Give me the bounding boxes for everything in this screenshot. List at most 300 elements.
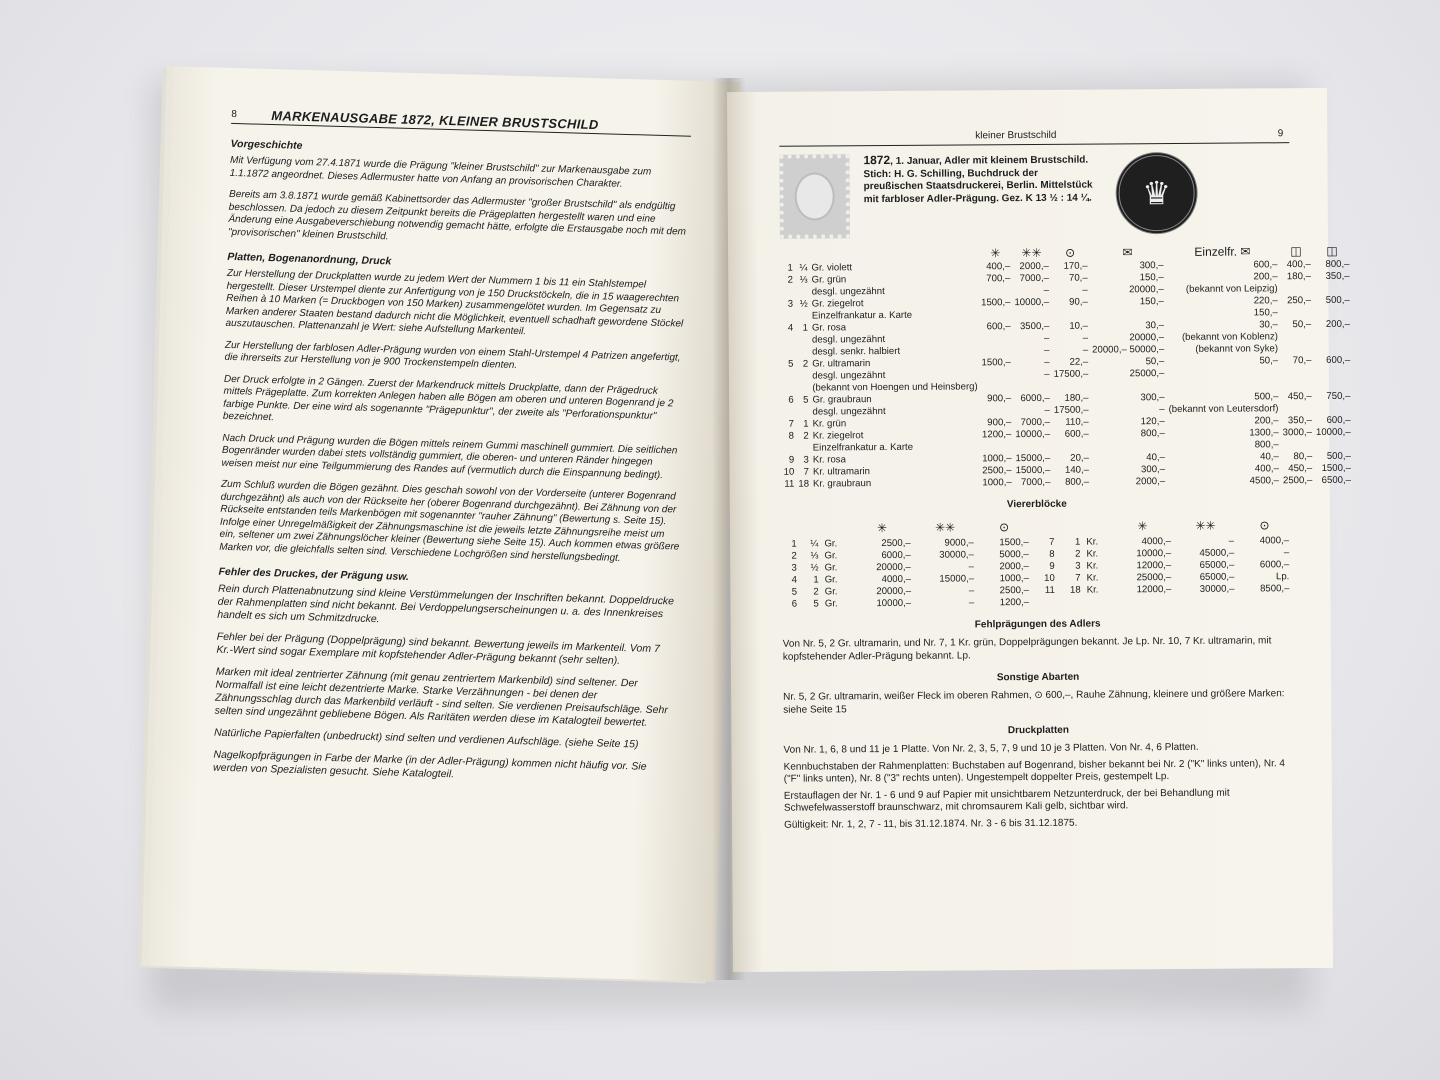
- table-cell: [1280, 331, 1313, 343]
- table-cell: 220,–: [1253, 295, 1278, 307]
- table-cell: 5: [803, 394, 809, 406]
- table-cell: Kr. ultramarin: [812, 466, 871, 478]
- table-cell: 6: [791, 598, 798, 610]
- table-cell: [1280, 379, 1313, 391]
- section-heading: Fehler des Druckes, der Prägung usw.: [218, 565, 410, 584]
- table-cell: 45000,–: [1199, 547, 1235, 559]
- table-cell: 350,–: [1325, 270, 1350, 282]
- table-cell: [781, 383, 796, 395]
- table-cell: [795, 311, 810, 323]
- table-cell: [1280, 283, 1313, 295]
- table-cell: 400,–: [1254, 463, 1279, 475]
- table-cell: (bekannt von Leutersdorf): [1168, 403, 1279, 416]
- table-cell: 1300,–: [1249, 427, 1279, 439]
- sonst-heading: Sonstige Abarten: [996, 671, 1080, 684]
- table-cell: ¼: [799, 262, 808, 274]
- table-cell: [1090, 308, 1166, 321]
- table-cell: [1013, 441, 1052, 453]
- table-cell: [979, 333, 1012, 345]
- table-cell: 180,–: [1286, 271, 1311, 283]
- table-cell: 700,–: [986, 273, 1011, 285]
- paragraph: Mit Verfügung vom 27.4.1871 wurde die Prägung "kleiner Brustschild" zur Markenausgabe zum 1.1.1872 angeordnet. Dieses Adlermuster hatte von Anfang an provisorischen Charakter.: [229, 154, 652, 190]
- table-cell: Kr.: [1086, 572, 1099, 584]
- table-cell: [1280, 307, 1313, 319]
- table-cell: –: [1082, 284, 1088, 296]
- header-spacer: [1031, 517, 1057, 537]
- table-cell: [1314, 439, 1353, 451]
- blocks-table: [782, 515, 1293, 611]
- table-cell: 600,–: [1253, 259, 1278, 271]
- table-cell: Gr. ultramarin: [812, 358, 871, 370]
- table-cell: 180,–: [1064, 392, 1089, 404]
- table-cell: ¼: [810, 538, 819, 550]
- table-cell: 1200,–: [999, 597, 1030, 609]
- table-cell: 1: [813, 574, 819, 586]
- left-page: [148, 66, 741, 982]
- table-cell: 1: [787, 262, 793, 274]
- column-symbol: ⊙: [999, 520, 1010, 535]
- table-cell: Gr. grün: [811, 274, 847, 286]
- table-cell: 1500,–: [999, 537, 1029, 549]
- table-cell: 1500,–: [1321, 462, 1351, 474]
- blocks-body: [782, 535, 1292, 611]
- table-cell: 2: [787, 274, 793, 286]
- column-symbol: ◫: [1290, 244, 1302, 259]
- table-cell: [1280, 343, 1313, 355]
- table-cell: Gr.: [824, 574, 838, 586]
- table-cell: 40,–: [1146, 452, 1165, 464]
- table-cell: 10000,–: [1136, 548, 1172, 560]
- table-cell: [1084, 596, 1112, 608]
- table-cell: 2: [1075, 548, 1081, 560]
- issue-description: [863, 153, 1094, 247]
- table-cell: 600,–: [1326, 354, 1351, 366]
- table-cell: 750,–: [1326, 390, 1351, 402]
- table-cell: 2000,–: [999, 561, 1029, 573]
- section-heading: Vorgeschichte: [230, 137, 303, 152]
- table-cell: 900,–: [987, 393, 1012, 405]
- column-symbol: Einzelfr. ✉: [1194, 244, 1251, 259]
- header-spacer: [821, 518, 850, 538]
- page-number: 9: [1277, 128, 1284, 140]
- table-cell: 4: [791, 574, 797, 586]
- table-cell: [1166, 367, 1280, 380]
- table-cell: 800,–: [1140, 428, 1165, 440]
- table-cell: 17500,–: [1053, 404, 1089, 416]
- table-cell: [795, 287, 810, 299]
- table-cell: 8: [1049, 548, 1055, 560]
- table-cell: 7000,–: [1020, 416, 1051, 429]
- left-page-content: [213, 108, 692, 797]
- paragraph: Fehler bei der Prägung (Doppelprägung) sind bekannt. Bewertung jeweils im Markenteil. Vom 7 Kr.-Wert sind sogar Exemplare mit kopfstehender Adler-Prägung bekannt (sehr selten).: [216, 630, 660, 667]
- paragraph: Marken mit ideal zentrierter Zähnung (mit genau zentriertem Markenbild) sind seltener. Der Normalfall ist eine leicht dezentrierte Marke. Starke Verzähnungen - bei denen der Zähnungsschlag durch das Markenbild verläuft - sind selten. Sie verdienen Preisaufschläge. Sehr selten sind ungezähnt gebliebene Bögen. Als Raritäten werden diese im Katalogteil bewertet.: [214, 665, 668, 729]
- table-cell: 3: [787, 298, 794, 310]
- table-cell: 600,–: [1064, 428, 1089, 440]
- table-cell: 150,–: [1139, 272, 1164, 284]
- table-cell: 9000,–: [944, 537, 974, 549]
- table-cell: [781, 443, 796, 455]
- table-cell: 30,–: [1259, 319, 1278, 331]
- right-page: [727, 88, 1352, 972]
- table-cell: 8: [788, 430, 795, 442]
- table-cell: –: [1043, 332, 1050, 344]
- table-cell: 1: [802, 322, 808, 334]
- table-cell: 2: [813, 586, 819, 598]
- table-cell: 10000,–: [876, 597, 912, 610]
- table-cell: [796, 371, 811, 383]
- table-cell: 3000,–: [1282, 427, 1313, 439]
- paragraph: Rein durch Plattenabnutzung sind kleine Verstümmelungen der Inschriften bekannt. Doppeldrucke der Rahmenplatten sind nicht bekannt. Bei Verdoppelungserscheinungen u. a. des Innenkreises handelt es sich um Schmitzdrucke.: [217, 582, 675, 626]
- table-cell: [1314, 403, 1353, 415]
- table-cell: 6500,–: [1321, 474, 1352, 486]
- table-cell: 6000,–: [1020, 392, 1050, 405]
- table-cell: 20000,–: [876, 561, 911, 574]
- table-cell: [979, 345, 1012, 357]
- table-cell: [1051, 309, 1090, 321]
- table-cell: 50,–: [1259, 355, 1279, 367]
- table-cell: 30,–: [1145, 320, 1165, 332]
- table-cell: (bekannt von Koblenz): [1181, 331, 1279, 343]
- table-cell: 80,–: [1293, 451, 1313, 463]
- table-cell: desgl. ungezähnt: [812, 406, 886, 418]
- table-cell: Gr.: [824, 550, 838, 562]
- paragraph: Zur Herstellung der farblosen Adler-Prägung wurden von einem Stahl-Urstempel 4 Patrizen angefertigt, die ihrerseits zur Herstellung von je 900 Trockenstempeln dienten.: [224, 339, 681, 371]
- table-cell: 2500,–: [982, 465, 1012, 477]
- table-cell: 2: [791, 550, 797, 562]
- table-cell: 800,–: [1065, 476, 1090, 488]
- table-cell: 20000,–: [1129, 332, 1165, 344]
- right-page-header: [779, 128, 1289, 147]
- header-spacer: [795, 247, 810, 263]
- issue-year: 1872: [863, 152, 891, 168]
- table-cell: ⅓: [810, 550, 819, 562]
- table-cell: 200,–: [1325, 318, 1350, 330]
- table-cell: 50,–: [1292, 319, 1312, 331]
- table-cell: ⅓: [799, 274, 808, 286]
- table-cell: Gr.: [824, 538, 838, 550]
- table-cell: 2000,–: [1135, 476, 1166, 488]
- table-cell: 90,–: [1069, 296, 1088, 308]
- table-cell: [781, 371, 796, 383]
- table-cell: 2: [802, 358, 809, 370]
- table-cell: 5000,–: [999, 549, 1029, 561]
- table-cell: [1111, 596, 1174, 608]
- table-cell: (bekannt von Syke): [1195, 343, 1279, 355]
- left-sections: [213, 138, 691, 788]
- table-cell: 900,–: [987, 417, 1012, 429]
- header-spacer: [1057, 517, 1083, 537]
- table-cell: 10: [1044, 572, 1055, 584]
- fehl-heading: Fehlprägungen des Adlers: [974, 618, 1101, 631]
- table-cell: [1052, 381, 1091, 393]
- table-cell: [1313, 331, 1352, 343]
- table-cell: 70,–: [1068, 272, 1088, 284]
- table-cell: Gr. violett: [811, 262, 853, 274]
- table-cell: 10000,–: [1014, 296, 1050, 309]
- table-cell: 3: [791, 562, 797, 574]
- table-cell: 4000,–: [881, 573, 911, 586]
- table-cell: 65000,–: [1199, 571, 1235, 583]
- table-cell: [980, 369, 1013, 381]
- column-symbol: ✳✳: [935, 520, 956, 535]
- column-symbol: ✳: [1137, 519, 1148, 534]
- table-cell: [1052, 441, 1091, 453]
- table-cell: 20,–: [1070, 452, 1089, 464]
- table-row: [782, 595, 1292, 611]
- table-cell: 4: [787, 322, 794, 334]
- table-cell: 6000,–: [881, 549, 911, 562]
- table-cell: [1091, 440, 1167, 453]
- paragraph: Von Nr. 1, 6, 8 und 11 je 1 Platte. Von Nr. 2, 3, 5, 7, 9 und 10 je 3 Platten. Von Nr. 4, 6 Platten.: [783, 741, 1199, 756]
- table-cell: 18: [798, 478, 810, 490]
- table-cell: –: [1159, 404, 1165, 416]
- table-cell: 7: [803, 466, 809, 478]
- table-cell: 6: [788, 394, 794, 406]
- table-cell: [980, 381, 1013, 393]
- table-cell: 70,–: [1292, 355, 1312, 367]
- table-cell: (bekannt von Hoengen und Heinsberg): [812, 381, 978, 394]
- table-cell: Gr.: [824, 598, 838, 610]
- table-cell: 1: [1074, 536, 1081, 548]
- table-cell: 2500,–: [881, 537, 911, 550]
- table-cell: [1238, 595, 1293, 607]
- paragraph: Kennbuchstaben der Rahmenplatten: Buchstaben auf Bogenrand, bisher bekannt bei Nr. 2 ("K" links unten), Nr. 4 ("F" links unten), Nr. 8 ("3" rechts unten). Ungestempelt doppelter Preis, gestempelt Lp.: [783, 757, 1285, 785]
- table-cell: –: [968, 585, 975, 597]
- header-spacer: [800, 518, 822, 538]
- table-cell: 11: [784, 478, 795, 490]
- table-cell: 600,–: [986, 321, 1011, 333]
- table-cell: [979, 309, 1012, 321]
- table-cell: Kr. rosa: [812, 454, 846, 466]
- table-cell: 1000,–: [982, 453, 1012, 465]
- table-cell: 300,–: [1139, 260, 1164, 272]
- table-cell: Kr.: [1086, 560, 1099, 572]
- table-cell: [1314, 379, 1353, 391]
- table-cell: 7: [1075, 572, 1081, 584]
- table-cell: –: [1043, 284, 1050, 296]
- table-cell: 2000,–: [1019, 260, 1049, 273]
- table-cell: Gr. rosa: [811, 322, 847, 334]
- header-spacer: [809, 245, 978, 262]
- table-cell: (bekannt von Leipzig): [1185, 283, 1278, 295]
- paragraph: Zum Schluß wurden die Bögen gezähnt. Dies geschah sowohl von der Vorderseite (unterer Bogenrand durchgezähnt) als auch von der Rückseite her (oberer Bogenrand durchgezähnt). Bei Zähnung von der Rückseite entstanden teils Markenbögen mit sogenannter "rauher Zähnung" (Bewertung s. Seite 15). Infolge einer Unregelmäßigkeit der Zähnungsmaschine ist die jeweils letzte Zähnungsreihe meist um ein, seltener um zwei Zähnungslöcher kleiner (Bewertung siehe Seite 15). Auch kommen etwas größere Marken vor, die gleichfalls selten sind. Verschiedene Lochgrößen sind herstellungsbedingt.: [219, 478, 680, 564]
- paragraph: Erstauflagen der Nr. 1 - 6 und 9 auf Papier mit unsichtbarem Netzunterdruck, der bei Behandlung mit Schwefelwasserstoff braunschwarz, mit chromsaurem Kali gelb, sichtbar wird.: [783, 787, 1230, 814]
- table-cell: [796, 443, 811, 455]
- issue-block: [779, 151, 1290, 247]
- table-cell: 1: [803, 418, 809, 430]
- table-cell: 5: [791, 586, 798, 598]
- column-symbol: ✳✳: [1195, 518, 1216, 533]
- table-cell: 200,–: [1254, 415, 1279, 427]
- table-cell: 800,–: [1325, 258, 1350, 270]
- druck-heading: Druckplatten: [1007, 724, 1069, 737]
- table-cell: Gr.: [824, 586, 838, 598]
- eagle-seal-icon: ♛: [1115, 152, 1198, 235]
- blocks-heading: Viererblöcke: [1006, 498, 1067, 511]
- table-cell: Einzelfrankatur a. Karte: [812, 441, 914, 454]
- paragraph: Natürliche Papierfalten (unbedruckt) sind selten und verdienen Aufschläge. (siehe Seite 15): [213, 726, 639, 751]
- table-cell: –: [1044, 404, 1050, 416]
- table-cell: –: [1044, 356, 1050, 368]
- table-cell: 150,–: [1139, 296, 1164, 308]
- table-cell: Kr.: [1086, 548, 1099, 560]
- table-cell: [980, 405, 1013, 417]
- table-cell: [1313, 283, 1352, 295]
- paragraph: Gültigkeit: Nr. 1, 2, 7 - 11, bis 31.12.1874. Nr. 3 - 6 bis 31.12.1875.: [784, 817, 1078, 831]
- table-cell: 500,–: [1325, 294, 1350, 306]
- table-cell: 450,–: [1287, 391, 1312, 403]
- druck-paragraphs: [783, 741, 1294, 832]
- table-cell: 1500,–: [981, 297, 1011, 309]
- table-cell: [1280, 367, 1313, 379]
- table-cell: 20000,– 50000,–: [1092, 344, 1165, 356]
- table-cell: 1000,–: [982, 477, 1012, 489]
- table-cell: desgl. ungezähnt: [811, 334, 886, 346]
- column-symbol: ✳✳: [1021, 245, 1042, 261]
- table-cell: [1174, 596, 1237, 608]
- table-cell: 9: [1049, 560, 1055, 572]
- table-cell: 10000,–: [1315, 426, 1351, 439]
- table-cell: Gr. graubraun: [812, 394, 872, 406]
- table-cell: 9: [788, 454, 795, 466]
- table-cell: 4500,–: [1249, 475, 1280, 487]
- left-page-header: [231, 108, 691, 137]
- table-cell: 25000,–: [1129, 368, 1165, 380]
- table-cell: 170,–: [1063, 260, 1088, 272]
- table-cell: 600,–: [1326, 414, 1351, 426]
- table-cell: 4000,–: [1141, 536, 1172, 548]
- fehl-text: Von Nr. 5, 2 Gr. ultramarin, und Nr. 7, 1 Kr. grün, Doppelprägungen bekannt. Je Lp. Nr. 10, 7 Kr. ultramarin, mit kopfstehender Adler-Prägung bekannt. Lp.: [782, 635, 1272, 663]
- table-cell: 3500,–: [1019, 320, 1050, 333]
- catalog-body: [780, 259, 1353, 491]
- table-cell: desgl. senkr. halbiert: [812, 345, 901, 358]
- table-cell: 500,–: [1326, 450, 1351, 462]
- table-cell: –: [1283, 547, 1290, 559]
- table-cell: Einzelfrankatur a. Karte: [811, 309, 913, 322]
- table-cell: [780, 311, 795, 323]
- table-cell: Lp.: [1275, 571, 1290, 583]
- column-symbol: ⊙: [1065, 245, 1076, 260]
- table-cell: Kr.: [1086, 536, 1099, 548]
- table-cell: 30000,–: [1199, 583, 1235, 595]
- table-cell: [1090, 380, 1166, 393]
- table-cell: 20000,–: [876, 585, 912, 598]
- table-cell: 17500,–: [1053, 368, 1089, 380]
- table-cell: –: [1044, 368, 1050, 380]
- table-cell: 40,–: [1260, 451, 1279, 463]
- table-cell: –: [1044, 344, 1050, 356]
- table-cell: Kr. graubraun: [812, 478, 872, 490]
- table-cell: Kr.: [1086, 584, 1099, 596]
- column-symbol: ✉: [1122, 245, 1133, 260]
- table-cell: 120,–: [1140, 416, 1165, 428]
- table-cell: 15000,–: [1015, 464, 1051, 477]
- table-cell: 1: [791, 538, 797, 550]
- table-cell: [1313, 343, 1352, 355]
- table-cell: 500,–: [1254, 391, 1279, 403]
- table-cell: 150,–: [1253, 307, 1278, 319]
- table-cell: desgl. ungezähnt: [811, 286, 885, 298]
- paragraph: Bereits am 3.8.1871 wurde gemäß Kabinettsorder das Adlermuster "großer Brustschild" als endgültig beschlossen. Da jedoch zu diesem Zeitpunkt bereits die Prägeplatten hergestellt waren und eine Änderung eine Ausgabeverschiebung notwendig gemacht hätte, erfolgte die Erstausgabe noch mit dem "provisorischen" kleinen Brustschild.: [227, 188, 687, 242]
- table-cell: ½: [799, 298, 808, 310]
- table-cell: [781, 347, 796, 359]
- table-cell: desgl. ungezähnt: [812, 370, 886, 382]
- paragraph: Nagelkopfprägungen in Farbe der Marke (in der Adler-Prägung) kommen nicht häufig vor. Sie werden von Spezialisten gesucht. Siehe Katalogteil.: [212, 748, 647, 781]
- header-spacer: [782, 519, 800, 539]
- table-cell: 3: [1075, 560, 1081, 572]
- table-cell: [1012, 309, 1051, 321]
- table-cell: 110,–: [1065, 416, 1089, 428]
- table-cell: 6000,–: [1259, 559, 1290, 571]
- table-cell: 7: [788, 418, 794, 430]
- table-cell: [1166, 379, 1280, 392]
- table-cell: 5: [813, 598, 819, 610]
- table-cell: 1500,–: [981, 357, 1011, 369]
- page-title: MARKENAUSGABE 1872, KLEINER BRUSTSCHILD: [271, 108, 599, 133]
- stamp-cameo: [794, 172, 834, 220]
- column-symbol: ✳: [990, 246, 1001, 261]
- table-cell: 18: [1069, 584, 1081, 596]
- table-cell: Kr. grün: [812, 418, 847, 430]
- table-cell: Kr. ziegelrot: [812, 430, 864, 442]
- paragraph: Der Druck erfolgte in 2 Gängen. Zuerst der Markendruck mittels Druckplatte, dann der Prägedruck mittels Prägeplatte. Zum korrekten Anlegen haben alle Bögen am oberen und unteren Bogenrand je 2 farbige Punkte. Der eine wird als sogenannte "Prägepunktur", der zweite als "Perforationspunktur" bezeichnet.: [222, 373, 674, 424]
- table-cell: 400,–: [986, 261, 1011, 273]
- table-cell: 200,–: [1253, 271, 1278, 283]
- table-cell: [1032, 597, 1058, 609]
- table-cell: Gr.: [824, 562, 838, 574]
- table-cell: [796, 407, 811, 419]
- table-cell: [796, 383, 811, 395]
- stamp-image: [779, 154, 850, 238]
- table-cell: 8500,–: [1260, 583, 1290, 595]
- table-cell: 10,–: [1069, 320, 1089, 332]
- column-symbol: ⊙: [1259, 518, 1270, 533]
- table-cell: 15000,–: [939, 573, 975, 585]
- table-cell: Gr. ziegelrot: [811, 298, 864, 310]
- table-cell: 2: [803, 430, 809, 442]
- table-cell: [1313, 307, 1352, 319]
- table-cell: 11: [1044, 584, 1055, 596]
- table-cell: 1000,–: [999, 573, 1029, 585]
- table-cell: [780, 287, 795, 299]
- table-cell: 350,–: [1287, 415, 1312, 427]
- issue-text: , 1. Januar, Adler mit kleinem Brustschild. Stich: H. G. Schilling, Buchdruck der preußischen Staatsdruckerei, Berlin. Mittelstück mit farbloser Adler-Prägung. Gez. K 13 ½ : 14 ¼.: [863, 154, 1093, 205]
- right-page-content: [779, 128, 1352, 836]
- table-cell: [1058, 597, 1084, 609]
- sonst-text: Nr. 5, 2 Gr. ultramarin, weißer Fleck im oberen Rahmen, ⊙ 600,–, Rauhe Zähnung, kleinere und größere Marken: siehe Seite 15: [783, 688, 1285, 716]
- catalog-table: [780, 243, 1353, 491]
- table-cell: –: [1228, 535, 1235, 547]
- section-heading: Platten, Bogenanordnung, Druck: [227, 250, 392, 268]
- paragraph: Zur Herstellung der Druckplatten wurde zu jedem Wert der Nummern 1 bis 11 ein Stahlstempel hergestellt. Dieser Urstempel diente zur Anfertigung von je 150 Druckstöckeln, die in 15 waagerechten Reihen à 10 Marken (= Druckbogen von 150 Marken) zusammengelötet wurden. Im Gegensatz zu Marken anderer Staaten bestand dadurch nicht die Möglichkeit, eventuell schadhaft gewordene Stöckel auszutauschen. Plattenanzahl je Wert: siehe Aufstellung Markenteil.: [225, 267, 684, 338]
- table-cell: 4000,–: [1259, 535, 1290, 547]
- table-cell: 10: [783, 466, 795, 478]
- table-cell: –: [968, 597, 975, 609]
- table-cell: [1280, 403, 1313, 415]
- table-cell: 300,–: [1140, 464, 1166, 476]
- table-cell: [795, 347, 810, 359]
- table-cell: [1314, 367, 1353, 379]
- page-number: 8: [231, 108, 238, 121]
- table-cell: [980, 441, 1013, 453]
- table-cell: 50,–: [1145, 356, 1165, 368]
- table-cell: –: [1082, 344, 1089, 356]
- table-cell: 5: [788, 358, 794, 370]
- table-cell: 22,–: [1069, 356, 1089, 368]
- table-cell: 2500,–: [1282, 475, 1313, 487]
- table-row: [782, 475, 1353, 491]
- column-symbol: ✳: [876, 520, 888, 536]
